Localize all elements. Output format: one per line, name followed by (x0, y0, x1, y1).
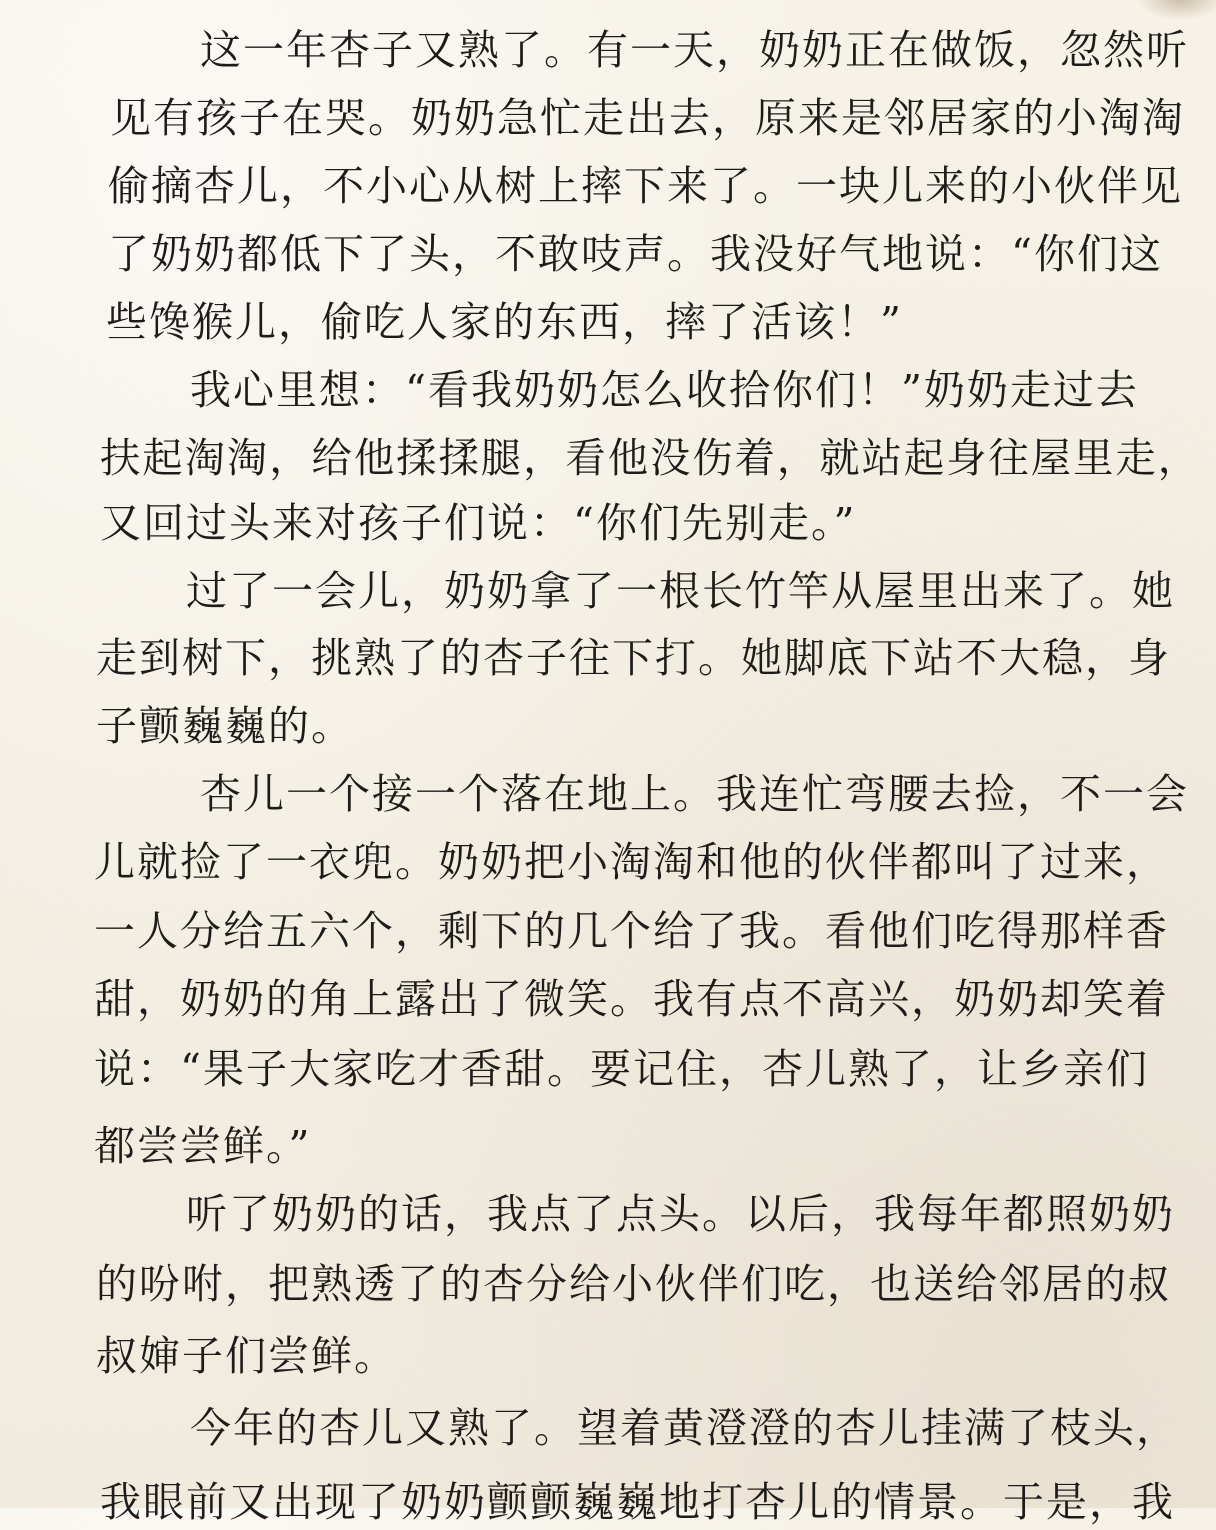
text-line-3: 偷摘杏儿，不小心从树上摔下来了。一块儿来的小伙伴见 (108, 162, 1183, 210)
text-line-22: 我眼前又出现了奶奶颤颤巍巍地打杏儿的情景。于是，我 (100, 1478, 1175, 1526)
text-line-17: 都尝尝鲜。” (94, 1122, 312, 1170)
text-line-13: 儿就捡了一衣兜。奶奶把小淘淘和他的伙伴都叫了过来， (94, 838, 1169, 886)
text-line-19: 的吩咐，把熟透了的杏分给小伙伴们吃，也送给邻居的叔 (96, 1260, 1171, 1308)
text-line-14: 一人分给五六个，剩下的几个给了我。看他们吃得那样香 (94, 907, 1169, 955)
text-line-7: 扶起淘淘，给他揉揉腿，看他没伤着，就站起身往屋里走， (100, 434, 1201, 482)
text-line-15: 甜，奶奶的角上露出了微笑。我有点不高兴，奶奶却笑着 (94, 975, 1169, 1023)
text-line-2: 见有孩子在哭。奶奶急忙走出去，原来是邻居家的小淘淘 (110, 94, 1185, 142)
text-line-4: 了奶奶都低下了头，不敢吱声。我没好气地说：“你们这 (108, 230, 1163, 278)
text-line-5: 些馋猴儿，偷吃人家的东西，摔了活该！” (106, 298, 903, 346)
text-line-16: 说：“果子大家吃才香甜。要记住，杏儿熟了，让乡亲们 (94, 1045, 1149, 1093)
text-line-10: 走到树下，挑熟了的杏子往下打。她脚底下站不大稳，身 (96, 634, 1171, 682)
text-line-20: 叔婶子们尝鲜。 (96, 1332, 397, 1380)
text-line-9: 过了一会儿，奶奶拿了一根长竹竿从屋里出来了。她 (186, 567, 1175, 615)
text-line-11: 子颤巍巍的。 (96, 702, 354, 750)
text-line-12: 杏儿一个接一个落在地上。我连忙弯腰去捡，不一会 (200, 770, 1189, 818)
text-line-6: 我心里想：“看我奶奶怎么收拾你们！”奶奶走过去 (190, 366, 1139, 414)
text-line-8: 又回过头来对孩子们说：“你们先别走。” (100, 499, 857, 547)
text-line-1: 这一年杏子又熟了。有一天，奶奶正在做饭，忽然听 (200, 26, 1189, 74)
text-line-18: 听了奶奶的话，我点了点头。以后，我每年都照奶奶 (186, 1190, 1175, 1238)
text-line-21: 今年的杏儿又熟了。望着黄澄澄的杏儿挂满了枝头， (190, 1404, 1179, 1452)
